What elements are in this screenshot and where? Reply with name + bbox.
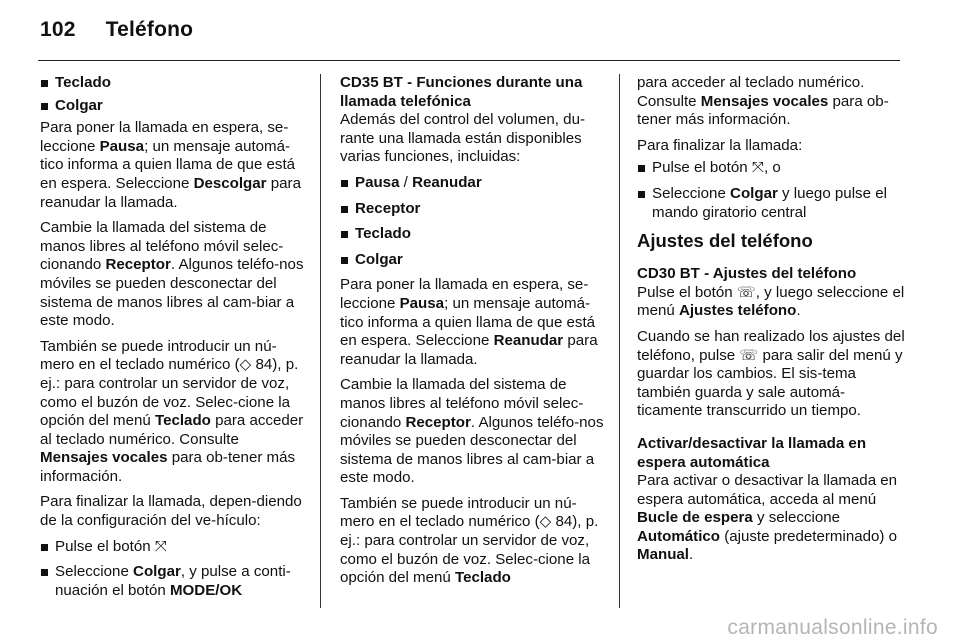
paragraph-pausa: Para poner la llamada en espera, se-leccione Pausa; un mensaje automá-tico informa a quien llama de que está en espera. Seleccione Descolgar para reanudar la llamada. xyxy=(40,119,301,211)
page-title: Teléfono xyxy=(105,18,194,41)
page-number: 102 xyxy=(40,18,76,41)
paragraph-finalizar: Para finalizar la llamada: xyxy=(637,136,803,154)
paragraph-pausa: Para poner la llamada en espera, se-leccione Pausa; un mensaje automá-tico informa a quien llama de que está en espera. Seleccione Reanudar para reanudar la llamada. xyxy=(340,276,598,368)
bullet-seleccione-colgar: Seleccione Colgar y luego pulse el mando giratorio central xyxy=(637,185,905,222)
column-1 xyxy=(40,74,304,607)
page-ref[interactable]: 84 xyxy=(555,513,573,531)
paragraph-bucle: Para activar o desactivar la llamada en espera automática, acceda al menú Bucle de espera y seleccione Automático (ajuste predeterminado) o Manual. xyxy=(637,472,898,564)
end-call-icon: ⤧ xyxy=(154,537,167,555)
paragraph-receptor: Cambie la llamada del sistema de manos libres al teléfono móvil selec-cionando Receptor. Algunos teléfo-nos móviles se pueden desconectar del sistema de manos libres al cam-biar a este modo. xyxy=(40,219,304,330)
section-heading-cd35: CD35 BT - Funciones durante una llamada telefónica xyxy=(340,74,583,110)
page-ref[interactable]: 84 xyxy=(255,356,273,374)
bullet-teclado: Teclado xyxy=(340,225,604,244)
phone-menu-icon: ☏ xyxy=(739,346,759,364)
bullet-pulse-boton: Pulse el botón ⤧ xyxy=(40,538,304,557)
bullet-seleccione-colgar: Seleccione Colgar, y pulse a conti-nuación el botón MODE/OK xyxy=(40,563,304,600)
column-2 xyxy=(340,74,604,595)
paragraph-teclado: También se puede introducir un nú-mero en el teclado numérico (◇ 84), p. ej.: para controlar un servidor de voz, como el buzón de voz. Selec-cione la opción del menú Teclado para acceder al teclado numérico. Consulte Mensajes vocales para ob-tener más información. xyxy=(40,337,304,485)
header-divider xyxy=(38,60,900,61)
section-heading-ajustes: Ajustes del teléfono xyxy=(637,230,813,252)
subheading-cd30: CD30 BT - Ajustes del teléfono xyxy=(637,265,857,283)
bullet-colgar: Colgar xyxy=(40,97,304,116)
paragraph-teclado: También se puede introducir un nú-mero en el teclado numérico (◇ 84), p. ej.: para controlar un servidor de voz, como el buzón de voz. Selec-cione la opción del menú Teclado xyxy=(340,494,599,587)
page-header xyxy=(40,18,193,42)
bullet-teclado: Teclado xyxy=(40,74,304,93)
bullet-receptor: Receptor xyxy=(340,200,604,219)
column-divider-2 xyxy=(619,74,620,608)
column-3 xyxy=(637,74,905,572)
phone-menu-icon: ☏ xyxy=(736,283,756,301)
paragraph-mensajes: para acceder al teclado numérico. Consulte Mensajes vocales para ob-tener más información. xyxy=(637,74,889,129)
paragraph-receptor: Cambie la llamada del sistema de manos libres al teléfono móvil selec-cionando Receptor. Algunos teléfo-nos móviles se pueden desconectar del sistema de manos libres al cam-biar a este modo. xyxy=(340,376,604,487)
watermark: carmanualsonline.info xyxy=(727,616,938,639)
paragraph-finalizar: Para finalizar la llamada, depen-diendo de la configuración del ve-hículo: xyxy=(40,493,302,530)
end-call-icon: ⤧ xyxy=(751,159,764,177)
page-ref-icon: ◇ xyxy=(239,356,252,374)
bullet-pausa-reanudar: Pausa / Reanudar xyxy=(340,174,604,193)
page-ref-icon: ◇ xyxy=(539,513,552,531)
paragraph-guardar: Cuando se han realizado los ajustes del teléfono, pulse ☏ para salir del menú y guardar los cambios. El sis-tema también guarda y sale automá-ticamente transcurrido un tiempo. xyxy=(637,327,905,420)
paragraph-pulse-menu: Pulse el botón ☏, y luego seleccione el menú Ajustes teléfono. xyxy=(637,283,905,320)
bullet-pulse-boton: Pulse el botón ⤧, o xyxy=(637,159,905,178)
column-divider-1 xyxy=(320,74,321,608)
bullet-colgar: Colgar xyxy=(340,251,604,270)
paragraph-funciones: Además del control del volumen, du-rante una llamada están disponibles varias funciones, incluidas: xyxy=(340,111,585,166)
subheading-llamada-espera: Activar/desactivar la llamada en espera automática xyxy=(637,434,867,471)
